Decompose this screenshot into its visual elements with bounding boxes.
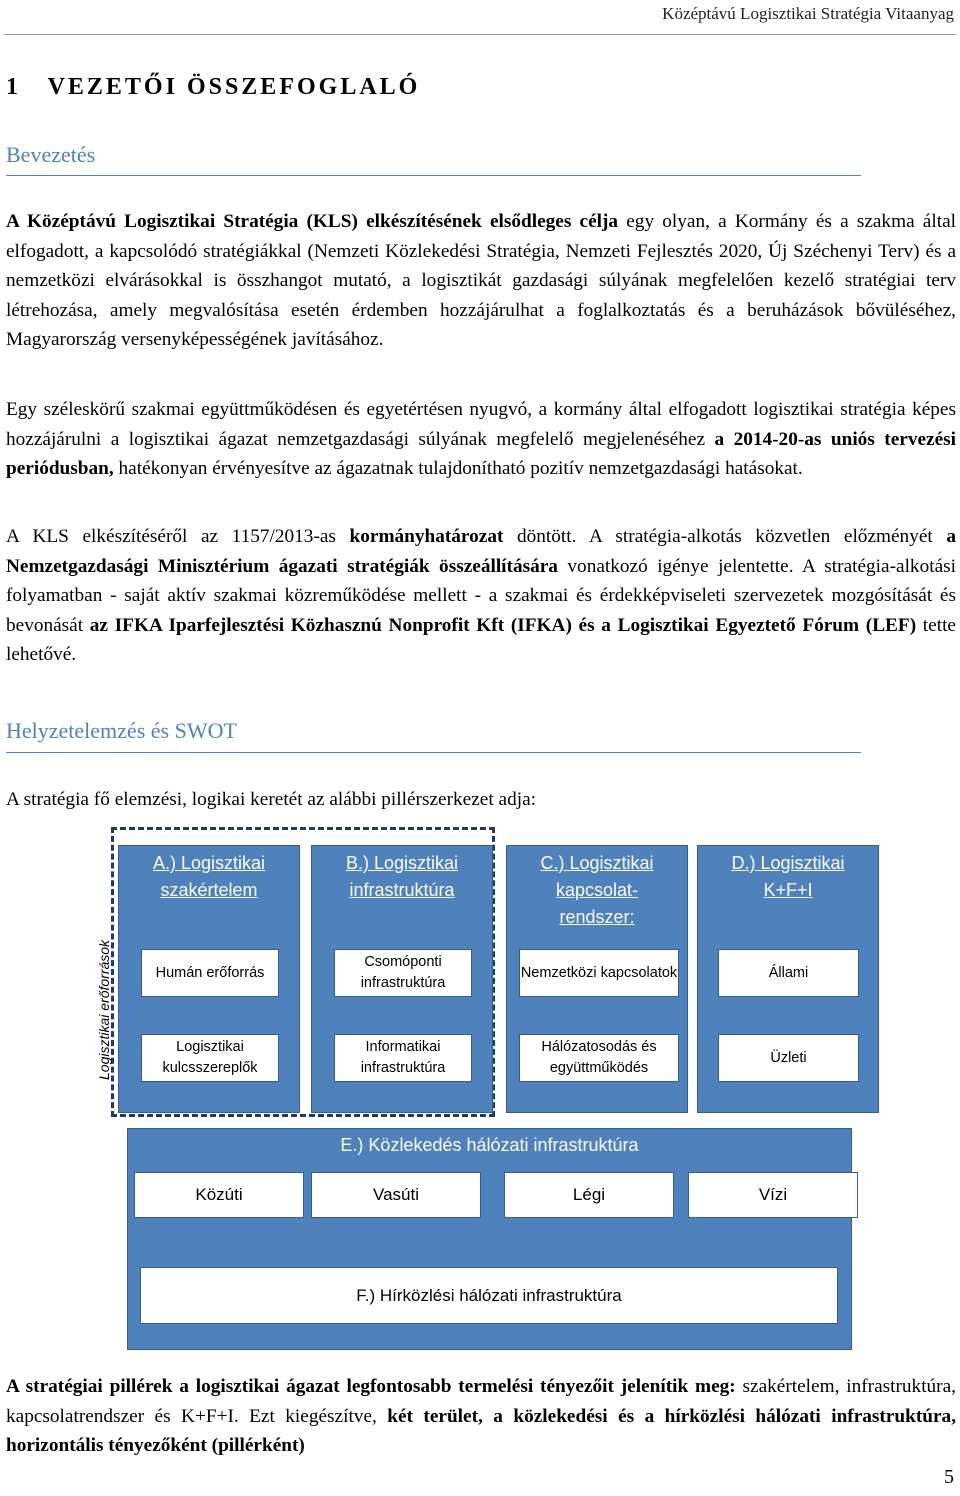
paragraph-3-text-d: tette lehetővé. bbox=[6, 614, 956, 665]
paragraph-5-text: szakértelem, infrastruktúra, kapcsolatrendszer és K+F+I. Ezt kiegészítve, bbox=[6, 1376, 956, 1427]
paragraph-3-text-c: vonatkozó igénye jelentette. A stratégia-alkotási folyamatban - saját aktív szakmai közreműködése mellett - a szakmai és érdekképviseleti szervezetek mozgósítását és bevonását bbox=[6, 555, 956, 636]
pillar-a-item-2: Logisztikai kulcsszereplők bbox=[141, 1034, 279, 1082]
transport-item-road: Közúti bbox=[134, 1172, 304, 1218]
side-label-text: Logisztikai erőforrások bbox=[96, 939, 112, 1080]
transport-title: E.) Közlekedés hálózati infrastruktúra bbox=[340, 1135, 639, 1155]
pillar-d-item-2: Üzleti bbox=[718, 1034, 859, 1082]
paragraph-5-bold-b: két terület, a közlekedési és a hírközlési hálózati infrastruktúra, horizontális tényezőként (pillérként) bbox=[6, 1405, 957, 1456]
pillar-b bbox=[311, 845, 493, 1113]
pillar-a bbox=[118, 845, 300, 1113]
paragraph-1-bold: A Középtávú Logisztikai Stratégia (KLS) elkészítésének elsődleges célja bbox=[6, 211, 619, 232]
pillar-d-item-1: Állami bbox=[718, 949, 859, 997]
pillar-c-item-2: Hálózatosodás és együttműködés bbox=[519, 1034, 679, 1082]
pillar-a-item-1: Humán erőforrás bbox=[141, 949, 279, 997]
paragraph-4-text: A stratégia fő elemzési, logikai keretét az alábbi pillérszerkezet adja: bbox=[6, 789, 536, 810]
pillar-b-title: B.) Logisztikai infrastruktúra bbox=[345, 853, 459, 900]
pillar-c-title: C.) Logisztikai kapcsolat-rendszer: bbox=[540, 853, 654, 927]
subheading-swot: Helyzetelemzés és SWOT bbox=[6, 718, 237, 743]
paragraph-3-text-b: döntött. A stratégia-alkotás közvetlen előzményét bbox=[503, 526, 947, 547]
paragraph-3-bold-a: kormányhatározat bbox=[349, 526, 504, 547]
paragraph-3-bold-b: a Nemzetgazdasági Minisztérium ágazati stratégiák összeállítására bbox=[6, 526, 956, 577]
subheading-rule bbox=[6, 752, 861, 753]
paragraph-2 bbox=[6, 395, 956, 484]
subheading-rule bbox=[6, 175, 861, 176]
subheading-intro: Bevezetés bbox=[6, 142, 96, 167]
paragraph-3 bbox=[6, 522, 956, 670]
transport-item-water: Vízi bbox=[688, 1172, 858, 1218]
paragraph-2-bold: a 2014-20-as uniós tervezési periódusban, bbox=[6, 428, 956, 479]
transport-infrastructure-block bbox=[127, 1128, 852, 1350]
page-number: 5 bbox=[944, 1466, 954, 1488]
pillar-c-item-1: Nemzetközi kapcsolatok bbox=[519, 949, 679, 997]
pillar-d bbox=[697, 845, 879, 1113]
telecom-infrastructure-box: F.) Hírközlési hálózati infrastruktúra bbox=[140, 1267, 838, 1324]
paragraph-1 bbox=[6, 207, 956, 355]
paragraph-5 bbox=[6, 1372, 956, 1461]
paragraph-5-bold-a: A stratégiai pillérek a logisztikai ágazat legfontosabb termelési tényezőit jelenítik meg: bbox=[6, 1376, 736, 1397]
pillar-b-item-1: Csomóponti infrastruktúra bbox=[334, 949, 472, 997]
header-divider bbox=[4, 34, 956, 35]
paragraph-1-text: egy olyan, a Kormány és a szakma által elfogadott, a kapcsolódó stratégiákkal (Nemzeti Közlekedési Stratégia, Nemzeti Fejlesztés 2020, Új Széchenyi Terv) és a nemzetközi elvárásokkal is összhangot mutató, a logisztikát gazdasági súlyának megfelelően kezelő stratégiai terv létrehozása, amely megvalósítása esetén érdemben hozzájárulhat a foglalkoztatás és a beruházások bővüléséhez, Magyarország versenyképességének javításához. bbox=[6, 211, 956, 350]
paragraph-4 bbox=[6, 785, 956, 815]
paragraph-3-text-a: A KLS elkészítéséről az 1157/2013-as bbox=[6, 526, 350, 547]
transport-item-air: Légi bbox=[504, 1172, 674, 1218]
paragraph-2-text-a: Egy széleskörű szakmai együttműködésen és egyetértésen nyugvó, a kormány által elfogadott logisztikai stratégia képes hozzájárulni a logisztikai ágazat nemzetgazdasági súlyának megfelelő megjelenéséhez bbox=[6, 399, 956, 450]
pillar-b-item-2: Informatikai infrastruktúra bbox=[334, 1034, 472, 1082]
paragraph-2-text-b: hatékonyan érvényesítve az ágazatnak tulajdonítható pozitív nemzetgazdasági hatásokat. bbox=[113, 458, 803, 479]
pillar-a-title: A.) Logisztikai szakértelem bbox=[152, 853, 266, 900]
pillar-d-title: D.) Logisztikai K+F+I bbox=[731, 853, 845, 900]
transport-item-rail: Vasúti bbox=[311, 1172, 481, 1218]
pillar-c bbox=[506, 845, 688, 1113]
paragraph-3-bold-c: az IFKA Iparfejlesztési Közhasznú Nonprofit Kft (IFKA) és a Logisztikai Egyeztető Fórum (LEF) bbox=[89, 614, 917, 636]
section-heading: 1 VEZETŐI ÖSSZEFOGLALÓ bbox=[6, 74, 421, 100]
running-header: Középtávú Logisztikai Stratégia Vitaanyag bbox=[662, 4, 954, 23]
